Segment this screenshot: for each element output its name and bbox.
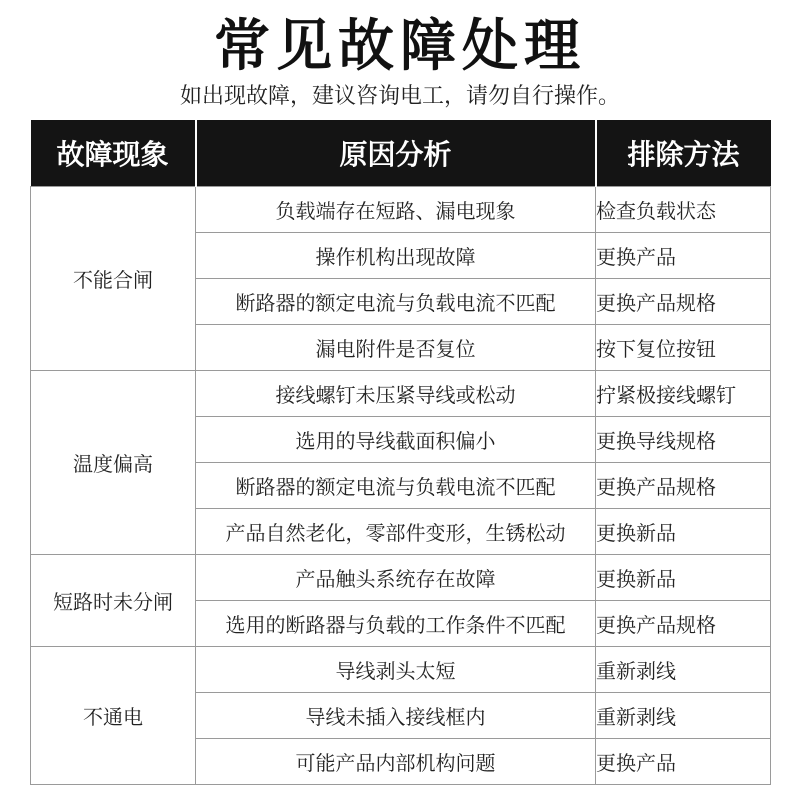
cause-cell: 导线剥头太短 bbox=[196, 647, 596, 693]
phenomenon-cell: 不能合闸 bbox=[31, 187, 196, 371]
solution-cell: 更换新品 bbox=[596, 555, 771, 601]
header-phenomenon: 故障现象 bbox=[31, 120, 196, 187]
table-row bbox=[31, 187, 771, 233]
table-body bbox=[31, 187, 771, 785]
cause-cell: 可能产品内部机构问题 bbox=[196, 739, 596, 785]
table-row bbox=[31, 555, 771, 601]
cause-cell: 断路器的额定电流与负载电流不匹配 bbox=[196, 463, 596, 509]
page-subtitle: 如出现故障，建议咨询电工，请勿自行操作。 bbox=[179, 84, 620, 109]
cause-cell: 漏电附件是否复位 bbox=[196, 325, 596, 371]
solution-cell: 更换产品规格 bbox=[596, 463, 771, 509]
cause-cell: 接线螺钉未压紧导线或松动 bbox=[196, 371, 596, 417]
header-cause: 原因分析 bbox=[196, 120, 596, 187]
cause-cell: 操作机构出现故障 bbox=[196, 233, 596, 279]
solution-cell: 重新剥线 bbox=[596, 693, 771, 739]
solution-cell: 更换新品 bbox=[596, 509, 771, 555]
solution-cell: 检查负载状态 bbox=[596, 187, 771, 233]
cause-cell: 产品触头系统存在故障 bbox=[196, 555, 596, 601]
cause-cell: 选用的断路器与负载的工作条件不匹配 bbox=[196, 601, 596, 647]
cause-cell: 断路器的额定电流与负载电流不匹配 bbox=[196, 279, 596, 325]
cause-cell: 产品自然老化，零部件变形，生锈松动 bbox=[196, 509, 596, 555]
solution-cell: 按下复位按钮 bbox=[596, 325, 771, 371]
cause-cell: 导线未插入接线框内 bbox=[196, 693, 596, 739]
header-solution: 排除方法 bbox=[596, 120, 771, 187]
solution-cell: 更换产品 bbox=[596, 739, 771, 785]
table-row bbox=[31, 647, 771, 693]
phenomenon-cell: 温度偏高 bbox=[31, 371, 196, 555]
page-title: 常见故障处理 bbox=[214, 14, 586, 79]
cause-cell: 选用的导线截面积偏小 bbox=[196, 417, 596, 463]
header-row bbox=[31, 120, 771, 187]
solution-cell: 拧紧极接线螺钉 bbox=[596, 371, 771, 417]
phenomenon-cell: 不通电 bbox=[31, 647, 196, 785]
solution-cell: 更换产品规格 bbox=[596, 279, 771, 325]
table-row bbox=[31, 371, 771, 417]
solution-cell: 更换导线规格 bbox=[596, 417, 771, 463]
solution-cell: 重新剥线 bbox=[596, 647, 771, 693]
solution-cell: 更换产品 bbox=[596, 233, 771, 279]
table-header bbox=[31, 120, 771, 187]
phenomenon-cell: 短路时未分闸 bbox=[31, 555, 196, 647]
cause-cell: 负载端存在短路、漏电现象 bbox=[196, 187, 596, 233]
solution-cell: 更换产品规格 bbox=[596, 601, 771, 647]
fault-table bbox=[30, 120, 771, 785]
